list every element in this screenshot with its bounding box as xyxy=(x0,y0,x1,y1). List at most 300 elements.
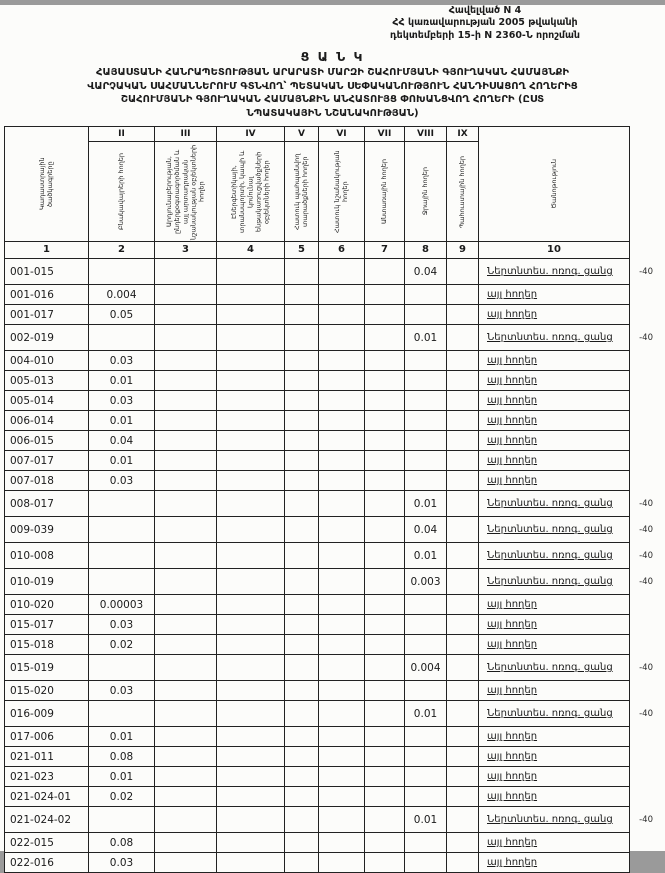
column-index: 2 xyxy=(89,242,155,258)
column-numeral: V xyxy=(285,127,318,142)
value-cell-col-9 xyxy=(447,543,479,568)
column-numeral: VIII xyxy=(405,127,446,142)
value-cell-col-8 xyxy=(405,833,447,852)
value-cell-col-6 xyxy=(319,655,365,680)
value-cell-col-3 xyxy=(155,371,217,390)
value-cell-col-2: 0.08 xyxy=(89,747,155,766)
value-cell-col-4 xyxy=(217,325,285,350)
value-cell-col-6 xyxy=(319,595,365,614)
value-cell-col-2 xyxy=(89,701,155,726)
note-cell xyxy=(479,787,629,806)
table-body xyxy=(5,259,653,872)
value-cell-col-9 xyxy=(447,767,479,786)
value-cell-col-6 xyxy=(319,767,365,786)
value-cell-col-4 xyxy=(217,833,285,852)
value-cell-col-5 xyxy=(285,305,319,324)
value-cell-col-3 xyxy=(155,833,217,852)
value-cell-col-7 xyxy=(365,285,405,304)
table-row xyxy=(5,635,629,655)
column-label: Արդյունաբերության, ընդերքօգտագործման և այլ արտադրական նշանակության օբյեկտների հողեր xyxy=(165,144,206,240)
column-index: 5 xyxy=(285,242,319,258)
value-cell-col-7 xyxy=(365,833,405,852)
note-cell xyxy=(479,351,629,370)
table-row xyxy=(5,747,629,767)
margin-annotation: -40 xyxy=(639,550,653,561)
value-cell-col-2: 0.01 xyxy=(89,451,155,470)
column-index: 8 xyxy=(405,242,447,258)
note-cell xyxy=(479,431,629,450)
value-cell-col-9 xyxy=(447,833,479,852)
value-cell-col-3 xyxy=(155,451,217,470)
cadastral-code-cell: 022-015 xyxy=(5,833,89,852)
column-label: Հատուկ պահպանվող տարածքների հողեր xyxy=(293,153,310,231)
value-cell-col-3 xyxy=(155,615,217,634)
value-cell-col-8 xyxy=(405,635,447,654)
note-cell xyxy=(479,569,629,594)
value-cell-col-2: 0.03 xyxy=(89,351,155,370)
value-cell-col-9 xyxy=(447,431,479,450)
value-cell-col-7 xyxy=(365,431,405,450)
value-cell-col-2 xyxy=(89,325,155,350)
note-text: այլ հողեր xyxy=(487,415,538,427)
note-text: Ներտնտես. ոռոգ. ցանց xyxy=(487,332,613,344)
note-cell xyxy=(479,325,629,350)
value-cell-col-3 xyxy=(155,543,217,568)
value-cell-col-3 xyxy=(155,325,217,350)
value-cell-col-2: 0.03 xyxy=(89,471,155,490)
value-cell-col-9 xyxy=(447,615,479,634)
note-text: այլ հողեր xyxy=(487,751,538,763)
column-label: Պահուստային հողեր xyxy=(458,155,467,228)
column-index: 10 xyxy=(547,244,561,256)
value-cell-col-5 xyxy=(285,569,319,594)
value-cell-col-6 xyxy=(319,411,365,430)
table-row xyxy=(5,681,629,701)
cadastral-code-cell: 010-019 xyxy=(5,569,89,594)
note-text: այլ հողեր xyxy=(487,375,538,387)
cadastral-code-cell: 017-006 xyxy=(5,727,89,746)
note-text: Ներտնտես. ոռոգ. ցանց xyxy=(487,524,613,536)
value-cell-col-6 xyxy=(319,285,365,304)
value-cell-col-8 xyxy=(405,595,447,614)
value-cell-col-9 xyxy=(447,569,479,594)
value-cell-col-4 xyxy=(217,635,285,654)
value-cell-col-2: 0.03 xyxy=(89,615,155,634)
note-cell xyxy=(479,517,629,542)
value-cell-col-4 xyxy=(217,517,285,542)
value-cell-col-7 xyxy=(365,325,405,350)
note-cell xyxy=(479,285,629,304)
value-cell-col-8 xyxy=(405,431,447,450)
value-cell-col-6 xyxy=(319,727,365,746)
rotated-label-wrap xyxy=(217,142,284,242)
value-cell-col-3 xyxy=(155,655,217,680)
value-cell-col-3 xyxy=(155,681,217,700)
column-header-7 xyxy=(365,127,405,241)
cadastral-code-cell: 009-039 xyxy=(5,517,89,542)
value-cell-col-5 xyxy=(285,351,319,370)
value-cell-col-9 xyxy=(447,787,479,806)
table-row xyxy=(5,491,653,517)
note-text: այլ հողեր xyxy=(487,435,538,447)
value-cell-col-5 xyxy=(285,833,319,852)
value-cell-col-4 xyxy=(217,853,285,872)
value-cell-col-4 xyxy=(217,569,285,594)
value-cell-col-9 xyxy=(447,351,479,370)
cadastral-code-cell: 015-017 xyxy=(5,615,89,634)
column-header-9 xyxy=(447,127,479,241)
value-cell-col-3 xyxy=(155,471,217,490)
value-cell-col-4 xyxy=(217,655,285,680)
cadastral-code-cell: 001-016 xyxy=(5,285,89,304)
rotated-label-wrap xyxy=(319,142,364,242)
value-cell-col-4 xyxy=(217,727,285,746)
column-label: Ծանոթություն xyxy=(549,159,558,209)
value-cell-col-2 xyxy=(89,259,155,284)
cadastral-code-cell: 010-008 xyxy=(5,543,89,568)
value-cell-col-7 xyxy=(365,615,405,634)
column-numeral: VII xyxy=(365,127,404,142)
value-cell-col-3 xyxy=(155,305,217,324)
note-text: այլ հողեր xyxy=(487,619,538,631)
table-row xyxy=(5,853,629,872)
note-text: Ներտնտես. ոռոգ. ցանց xyxy=(487,708,613,720)
value-cell-col-8: 0.04 xyxy=(405,517,447,542)
value-cell-col-3 xyxy=(155,635,217,654)
value-cell-col-9 xyxy=(447,655,479,680)
rotated-label-wrap xyxy=(155,142,216,242)
value-cell-col-5 xyxy=(285,595,319,614)
note-text: Ներտնտես. ոռոգ. ցանց xyxy=(487,814,613,826)
table-row xyxy=(5,615,629,635)
value-cell-col-5 xyxy=(285,655,319,680)
value-cell-col-6 xyxy=(319,853,365,872)
note-text: այլ հողեր xyxy=(487,289,538,301)
note-cell xyxy=(479,543,629,568)
value-cell-col-4 xyxy=(217,615,285,634)
value-cell-col-9 xyxy=(447,853,479,872)
value-cell-col-7 xyxy=(365,411,405,430)
value-cell-col-5 xyxy=(285,517,319,542)
value-cell-col-7 xyxy=(365,371,405,390)
value-cell-col-5 xyxy=(285,391,319,410)
value-cell-col-3 xyxy=(155,569,217,594)
cadastral-code-cell: 016-009 xyxy=(5,701,89,726)
note-cell xyxy=(479,491,629,516)
note-text: այլ հողեր xyxy=(487,395,538,407)
value-cell-col-9 xyxy=(447,411,479,430)
value-cell-col-9 xyxy=(447,451,479,470)
value-cell-col-5 xyxy=(285,767,319,786)
note-cell xyxy=(479,391,629,410)
table-row xyxy=(5,471,629,491)
value-cell-col-7 xyxy=(365,543,405,568)
value-cell-col-3 xyxy=(155,787,217,806)
value-cell-col-2: 0.02 xyxy=(89,787,155,806)
column-numeral: IX xyxy=(447,127,478,142)
value-cell-col-6 xyxy=(319,543,365,568)
margin-annotation: -40 xyxy=(639,662,653,673)
cadastral-code-cell: 021-024-01 xyxy=(5,787,89,806)
column-numeral: VI xyxy=(319,127,364,142)
value-cell-col-2: 0.01 xyxy=(89,411,155,430)
rotated-label-wrap xyxy=(405,142,446,241)
value-cell-col-5 xyxy=(285,431,319,450)
value-cell-col-6 xyxy=(319,681,365,700)
value-cell-col-4 xyxy=(217,595,285,614)
value-cell-col-9 xyxy=(447,635,479,654)
value-cell-col-8: 0.01 xyxy=(405,807,447,832)
note-cell xyxy=(479,371,629,390)
rotated-label-wrap xyxy=(365,142,404,241)
value-cell-col-6 xyxy=(319,471,365,490)
value-cell-col-8: 0.01 xyxy=(405,325,447,350)
cadastral-code-cell: 006-014 xyxy=(5,411,89,430)
value-cell-col-8: 0.01 xyxy=(405,491,447,516)
table-row xyxy=(5,543,653,569)
table-row xyxy=(5,569,653,595)
note-text: այլ հողեր xyxy=(487,599,538,611)
cadastral-code-cell: 002-019 xyxy=(5,325,89,350)
value-cell-col-4 xyxy=(217,491,285,516)
value-cell-col-4 xyxy=(217,787,285,806)
rotated-label-wrap xyxy=(89,142,154,241)
value-cell-col-4 xyxy=(217,471,285,490)
value-cell-col-5 xyxy=(285,285,319,304)
value-cell-col-4 xyxy=(217,431,285,450)
value-cell-col-8 xyxy=(405,351,447,370)
cadastral-code-cell: 001-017 xyxy=(5,305,89,324)
rotated-label-wrap xyxy=(285,142,318,242)
value-cell-col-8: 0.01 xyxy=(405,543,447,568)
value-cell-col-3 xyxy=(155,431,217,450)
note-text: այլ հողեր xyxy=(487,857,538,869)
cadastral-code-cell: 015-018 xyxy=(5,635,89,654)
note-text: այլ հողեր xyxy=(487,771,538,783)
value-cell-col-3 xyxy=(155,807,217,832)
column-index-row xyxy=(5,242,629,259)
value-cell-col-3 xyxy=(155,517,217,542)
value-cell-col-7 xyxy=(365,351,405,370)
value-cell-col-4 xyxy=(217,391,285,410)
margin-annotation: -40 xyxy=(639,332,653,343)
value-cell-col-2 xyxy=(89,807,155,832)
note-text: Ներտնտես. ոռոգ. ցանց xyxy=(487,576,613,588)
value-cell-col-2: 0.004 xyxy=(89,285,155,304)
value-cell-col-9 xyxy=(447,471,479,490)
value-cell-col-6 xyxy=(319,325,365,350)
note-cell xyxy=(479,411,629,430)
value-cell-col-9 xyxy=(447,517,479,542)
column-header-8 xyxy=(405,127,447,241)
note-cell xyxy=(479,701,629,726)
value-cell-col-2: 0.01 xyxy=(89,727,155,746)
value-cell-col-7 xyxy=(365,491,405,516)
cadastral-code-cell: 005-014 xyxy=(5,391,89,410)
cadastral-code-cell: 001-015 xyxy=(5,259,89,284)
value-cell-col-8 xyxy=(405,371,447,390)
value-cell-col-3 xyxy=(155,391,217,410)
note-cell xyxy=(479,305,629,324)
table-row xyxy=(5,259,653,285)
value-cell-col-7 xyxy=(365,681,405,700)
value-cell-col-6 xyxy=(319,351,365,370)
value-cell-col-5 xyxy=(285,491,319,516)
table-row xyxy=(5,767,629,787)
column-index: 3 xyxy=(155,242,217,258)
rotated-label-wrap xyxy=(447,142,478,241)
value-cell-col-6 xyxy=(319,371,365,390)
note-text: Ներտնտես. ոռոգ. ցանց xyxy=(487,662,613,674)
value-cell-col-7 xyxy=(365,517,405,542)
value-cell-col-4 xyxy=(217,351,285,370)
document-title-line-1: ՀԱՅԱՍՏԱՆԻ ՀԱՆՐԱՊԵՏՈՒԹՅԱՆ ԱՐԱՐԱՏԻ ՄԱՐԶԻ ՇԱՀՈՒՄՅԱՆԻ ԳՅՈՒՂԱԿԱՆ ՀԱՄԱՅՆՔԻ xyxy=(96,67,569,79)
margin-annotation: -40 xyxy=(639,814,653,825)
cadastral-code-cell: 015-020 xyxy=(5,681,89,700)
value-cell-col-4 xyxy=(217,285,285,304)
value-cell-col-3 xyxy=(155,411,217,430)
cadastral-code-cell: 022-016 xyxy=(5,853,89,872)
note-cell xyxy=(479,727,629,746)
value-cell-col-6 xyxy=(319,807,365,832)
value-cell-col-9 xyxy=(447,595,479,614)
value-cell-col-8 xyxy=(405,767,447,786)
value-cell-col-6 xyxy=(319,787,365,806)
value-cell-col-6 xyxy=(319,635,365,654)
value-cell-col-2: 0.01 xyxy=(89,767,155,786)
value-cell-col-6 xyxy=(319,259,365,284)
value-cell-col-6 xyxy=(319,701,365,726)
value-cell-col-3 xyxy=(155,727,217,746)
column-index: 9 xyxy=(447,242,479,258)
table-row xyxy=(5,701,653,727)
column-header-5 xyxy=(285,127,319,241)
value-cell-col-5 xyxy=(285,325,319,350)
value-cell-col-6 xyxy=(319,747,365,766)
cadastral-code-cell: 007-018 xyxy=(5,471,89,490)
value-cell-col-7 xyxy=(365,451,405,470)
value-cell-col-7 xyxy=(365,635,405,654)
value-cell-col-8 xyxy=(405,747,447,766)
value-cell-col-8 xyxy=(405,411,447,430)
value-cell-col-5 xyxy=(285,807,319,832)
value-cell-col-2: 0.04 xyxy=(89,431,155,450)
value-cell-col-2: 0.05 xyxy=(89,305,155,324)
value-cell-col-8 xyxy=(405,615,447,634)
value-cell-col-2: 0.01 xyxy=(89,371,155,390)
value-cell-col-4 xyxy=(217,701,285,726)
column-numeral: II xyxy=(89,127,154,142)
note-text: այլ հողեր xyxy=(487,791,538,803)
document-title-line-4: ՆՊԱՏԱԿԱՅԻՆ ՆՇԱՆԱԿՈՒԹՅԱՆ) xyxy=(246,107,419,119)
value-cell-col-9 xyxy=(447,285,479,304)
value-cell-col-5 xyxy=(285,853,319,872)
value-cell-col-8: 0.01 xyxy=(405,701,447,726)
value-cell-col-2: 0.03 xyxy=(89,853,155,872)
value-cell-col-7 xyxy=(365,595,405,614)
column-header-2 xyxy=(89,127,155,241)
value-cell-col-6 xyxy=(319,569,365,594)
value-cell-col-2: 0.03 xyxy=(89,391,155,410)
note-cell xyxy=(479,471,629,490)
value-cell-col-5 xyxy=(285,371,319,390)
column-numeral: III xyxy=(155,127,216,142)
note-text: այլ հողեր xyxy=(487,455,538,467)
note-cell xyxy=(479,681,629,700)
table-row xyxy=(5,787,629,807)
margin-annotation: -40 xyxy=(639,498,653,509)
table-row xyxy=(5,351,629,371)
note-cell xyxy=(479,853,629,872)
table-row xyxy=(5,517,653,543)
value-cell-col-2 xyxy=(89,491,155,516)
value-cell-col-5 xyxy=(285,259,319,284)
note-text: Ներտնտես. ոռոգ. ցանց xyxy=(487,550,613,562)
value-cell-col-3 xyxy=(155,285,217,304)
value-cell-col-2 xyxy=(89,569,155,594)
column-index: 4 xyxy=(217,242,285,258)
column-header-10 xyxy=(479,127,629,241)
value-cell-col-7 xyxy=(365,259,405,284)
value-cell-col-8 xyxy=(405,853,447,872)
appendix-line-1: Հավելված N 4 xyxy=(448,5,522,16)
cadastral-code-cell: 021-023 xyxy=(5,767,89,786)
table-row xyxy=(5,727,629,747)
value-cell-col-7 xyxy=(365,391,405,410)
cadastral-code-cell: 008-017 xyxy=(5,491,89,516)
value-cell-col-5 xyxy=(285,411,319,430)
value-cell-col-5 xyxy=(285,727,319,746)
value-cell-col-5 xyxy=(285,615,319,634)
column-label: Էներգետիկայի, տրանսպորտի, կապի և կոմունալ ենթակառուցվածքների օբյեկտների հողեր xyxy=(230,150,271,234)
rotated-label-wrap xyxy=(479,127,629,241)
appendix-line-3: դեկտեմբերի 15-ի N 2360-Ն որոշման xyxy=(389,29,581,41)
value-cell-col-4 xyxy=(217,681,285,700)
column-label: Հատուկ նշանակության հողեր xyxy=(333,150,350,234)
value-cell-col-3 xyxy=(155,853,217,872)
value-cell-col-3 xyxy=(155,259,217,284)
value-cell-col-5 xyxy=(285,451,319,470)
value-cell-col-5 xyxy=(285,635,319,654)
value-cell-col-8 xyxy=(405,391,447,410)
margin-annotation: -40 xyxy=(639,266,653,277)
document-title-line-2: ՎԱՐՉԱԿԱՆ ՍԱՀՄԱՆՆԵՐՈՒՄ ԳՏՆՎՈՂ՝ ՊԵՏԱԿԱՆ ՍԵՓԱԿԱՆՈՒԹՅՈՒՆ ՀԱՆԴԻՍԱՑՈՂ ՀՈՂԵՐԻՑ xyxy=(87,80,578,92)
value-cell-col-9 xyxy=(447,701,479,726)
note-text: այլ հողեր xyxy=(487,639,538,651)
value-cell-col-6 xyxy=(319,833,365,852)
column-header-1 xyxy=(5,127,89,241)
note-text: այլ հողեր xyxy=(487,475,538,487)
value-cell-col-7 xyxy=(365,569,405,594)
value-cell-col-6 xyxy=(319,391,365,410)
column-header-4 xyxy=(217,127,285,241)
value-cell-col-7 xyxy=(365,807,405,832)
value-cell-col-7 xyxy=(365,305,405,324)
value-cell-col-5 xyxy=(285,787,319,806)
table-header-row xyxy=(5,127,629,242)
table-row xyxy=(5,833,629,853)
value-cell-col-7 xyxy=(365,767,405,786)
value-cell-col-7 xyxy=(365,787,405,806)
value-cell-col-4 xyxy=(217,451,285,470)
note-cell xyxy=(479,595,629,614)
note-text: այլ հողեր xyxy=(487,355,538,367)
note-cell xyxy=(479,767,629,786)
value-cell-col-8 xyxy=(405,285,447,304)
table-row xyxy=(5,285,629,305)
column-header-6 xyxy=(319,127,365,241)
column-label: Բնակավայրերի հողեր xyxy=(117,153,126,231)
